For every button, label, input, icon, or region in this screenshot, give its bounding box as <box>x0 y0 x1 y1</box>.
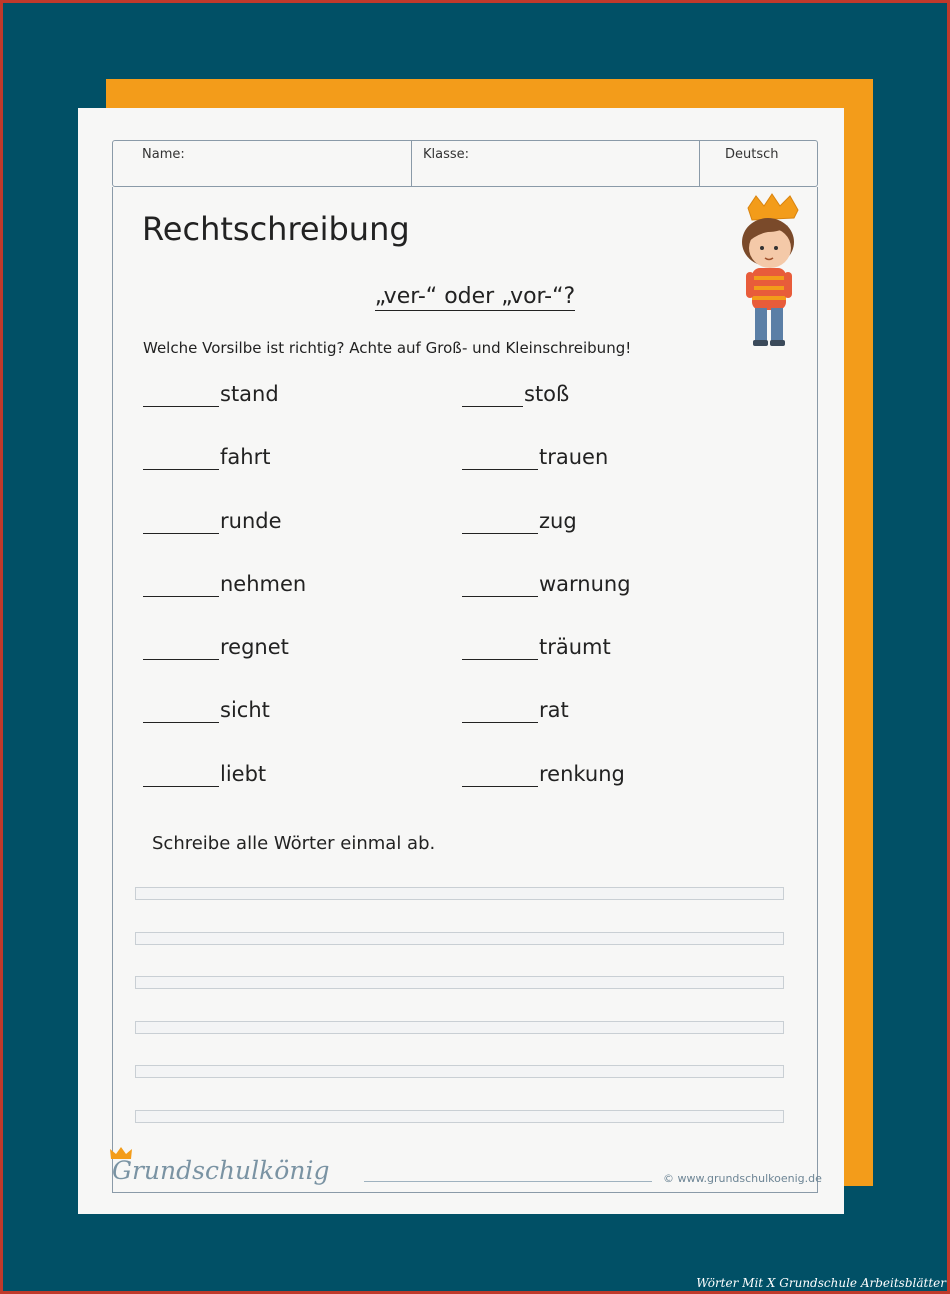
header-divider <box>699 141 700 186</box>
writing-line[interactable] <box>135 887 784 900</box>
copyright-text: © www.grundschulkoenig.de <box>663 1172 822 1185</box>
answer-blank[interactable] <box>143 698 219 723</box>
answer-blank[interactable] <box>143 509 219 534</box>
answer-blank[interactable] <box>143 382 219 407</box>
word-item: stoß <box>462 382 631 445</box>
writing-lines <box>135 887 784 1154</box>
header-box <box>112 140 818 187</box>
writing-line[interactable] <box>135 1021 784 1034</box>
answer-blank[interactable] <box>462 572 538 597</box>
word-column-left <box>143 382 306 825</box>
boy-with-crown-illustration <box>728 190 808 350</box>
word-item: renkung <box>462 762 631 825</box>
answer-blank[interactable] <box>143 572 219 597</box>
answer-blank[interactable] <box>462 762 538 787</box>
answer-blank[interactable] <box>462 698 538 723</box>
answer-blank[interactable] <box>462 509 538 534</box>
writing-line[interactable] <box>135 976 784 989</box>
writing-line[interactable] <box>135 932 784 945</box>
write-instruction: Schreibe alle Wörter einmal ab. <box>152 833 436 854</box>
page-title: Rechtschreibung <box>142 210 410 248</box>
word-item: fahrt <box>143 445 306 508</box>
word-item: rat <box>462 698 631 761</box>
header-divider <box>411 141 412 186</box>
class-label: Klasse: <box>423 147 470 162</box>
answer-blank[interactable] <box>462 445 538 470</box>
word-item: regnet <box>143 635 306 698</box>
footer-line <box>364 1181 652 1182</box>
name-label: Name: <box>142 147 185 162</box>
word-item: warnung <box>462 572 631 635</box>
answer-blank[interactable] <box>462 382 523 407</box>
brand-logo: Grundschulkönig <box>112 1156 330 1185</box>
page-subtitle: „ver-“ oder „vor-“? <box>374 284 576 309</box>
answer-blank[interactable] <box>143 762 219 787</box>
subject-label: Deutsch <box>725 147 779 162</box>
word-column-right <box>462 382 631 825</box>
image-caption: Wörter Mit X Grundschule Arbeitsblätter <box>696 1276 946 1290</box>
word-item: liebt <box>143 762 306 825</box>
writing-line[interactable] <box>135 1065 784 1078</box>
word-item: stand <box>143 382 306 445</box>
word-item: sicht <box>143 698 306 761</box>
word-item: trauen <box>462 445 631 508</box>
word-item: nehmen <box>143 572 306 635</box>
writing-line[interactable] <box>135 1110 784 1123</box>
word-item: runde <box>143 509 306 572</box>
word-item: zug <box>462 509 631 572</box>
answer-blank[interactable] <box>462 635 538 660</box>
word-item: träumt <box>462 635 631 698</box>
answer-blank[interactable] <box>143 635 219 660</box>
exercise-instruction: Welche Vorsilbe ist richtig? Achte auf Groß- und Kleinschreibung! <box>143 339 632 357</box>
answer-blank[interactable] <box>143 445 219 470</box>
